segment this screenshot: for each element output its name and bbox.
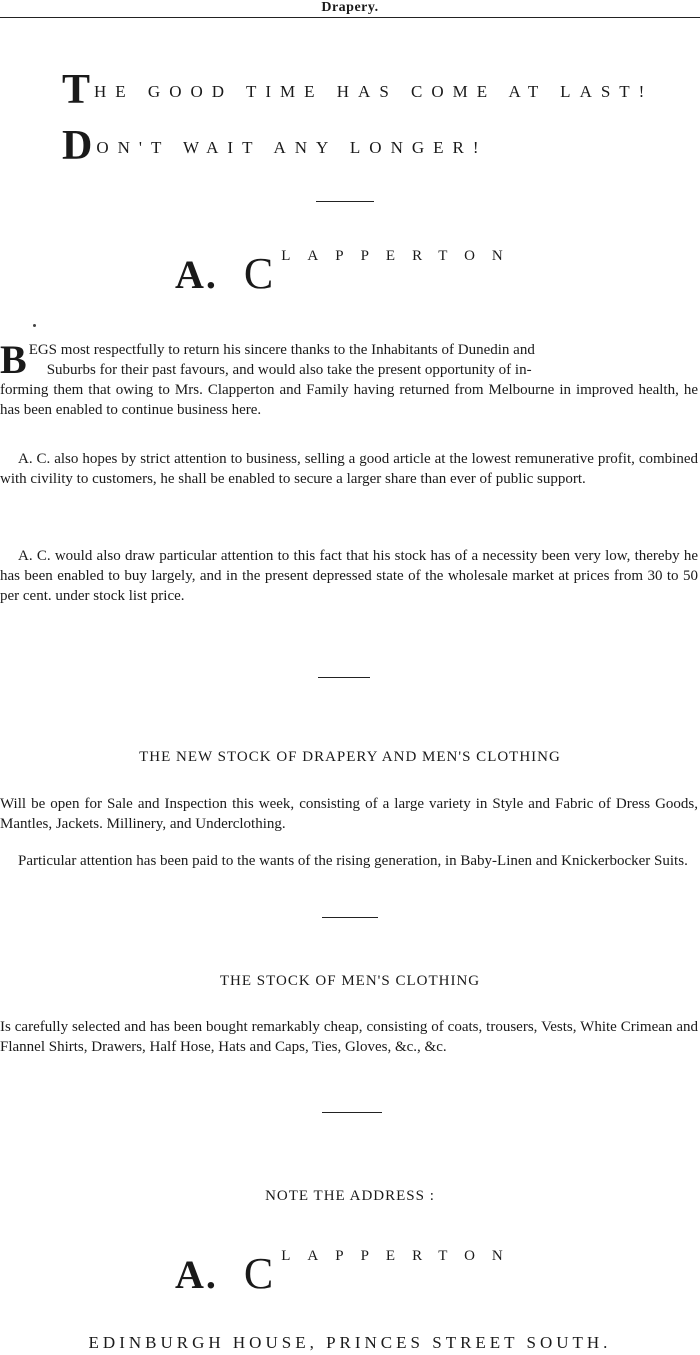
header-rule [0,17,700,18]
attention-paragraph: A. C. also hopes by strict attention to business, selling a good article at the lowest remunerative profit, combined with civility to customers, he shall be enabled to secure a larger share than ever of public support. [0,451,698,487]
merchant-surname-cap: C [243,1249,274,1298]
intro-line-1: EGS most respectfully to return his sincere thanks to the Inhabitants of Dunedin and [28,342,535,358]
store-address: EDINBURGH HOUSE, PRINCES STREET SOUTH. [88,1333,612,1352]
stock-low-paragraph: A. C. would also draw particular attention to this fact that his stock has of a necessity been very low, thereby he has been enabled to buy largely, and in the present depressed state of the wholesale market at prices from 30 to 50 per cent. under stock list price. [0,548,698,604]
merchant-surname-rest: LAPPERTON [281,248,520,264]
clothing-section-body: Is carefully selected and has been bought remarkably cheap, consisting of coats, trousers, Vests, White Crimean and Flannel Shirts, Drawers, Half Hose, Hats and Caps, Ties, Gloves, &c., &c. [0,1019,698,1055]
clothing-section-heading: THE STOCK OF MEN'S CLOTHING [219,973,481,989]
intro-dropcap-b: B [0,337,27,382]
headline-text-dont-wait: ON'T WAIT ANY LONGER! [96,138,488,157]
drapery-section-body: Will be open for Sale and Inspection this week, consisting of a large variety in Style and Fabric of Dress Goods, Mantles, Jackets. Millinery, and Underclothing. [0,796,698,832]
intro-paragraph [0,337,698,420]
drapery-section-heading: THE NEW STOCK OF DRAPERY AND MEN'S CLOTHING [139,749,561,765]
headline-dont-wait [62,122,488,170]
headline-text-good-time: HE GOOD TIME HAS COME AT LAST! [94,82,654,101]
intro-rest: forming them that owing to Mrs. Clapperton and Family having returned from Melbourne in improved health, he has been enabled to continue business here. [0,382,698,418]
merchant-surname-rest: LAPPERTON [281,1248,520,1264]
merchant-initial: A. [175,1252,218,1297]
headline-dropcap-t: T [62,67,91,113]
drapery-section-note: Particular attention has been paid to the wants of the rising generation, in Baby-Linen and Knickerbocker Suits. [18,853,688,869]
merchant-name-top [175,248,520,299]
ink-speck [33,324,36,327]
note-address-heading: NOTE THE ADDRESS : [265,1188,435,1204]
divider-dash [322,917,378,918]
intro-line-2: Suburbs for their past favours, and would also take the present opportunity of in- [46,362,532,378]
merchant-surname-cap: C [243,249,274,298]
merchant-initial: A. [175,252,218,297]
merchant-name-bottom [175,1248,520,1299]
divider-dash [318,677,370,678]
headline-dropcap-d: D [62,123,93,169]
divider-dash [316,201,374,202]
page-header-title: Drapery. [321,0,379,15]
headline-good-time [62,66,653,114]
divider-dash [322,1112,382,1113]
